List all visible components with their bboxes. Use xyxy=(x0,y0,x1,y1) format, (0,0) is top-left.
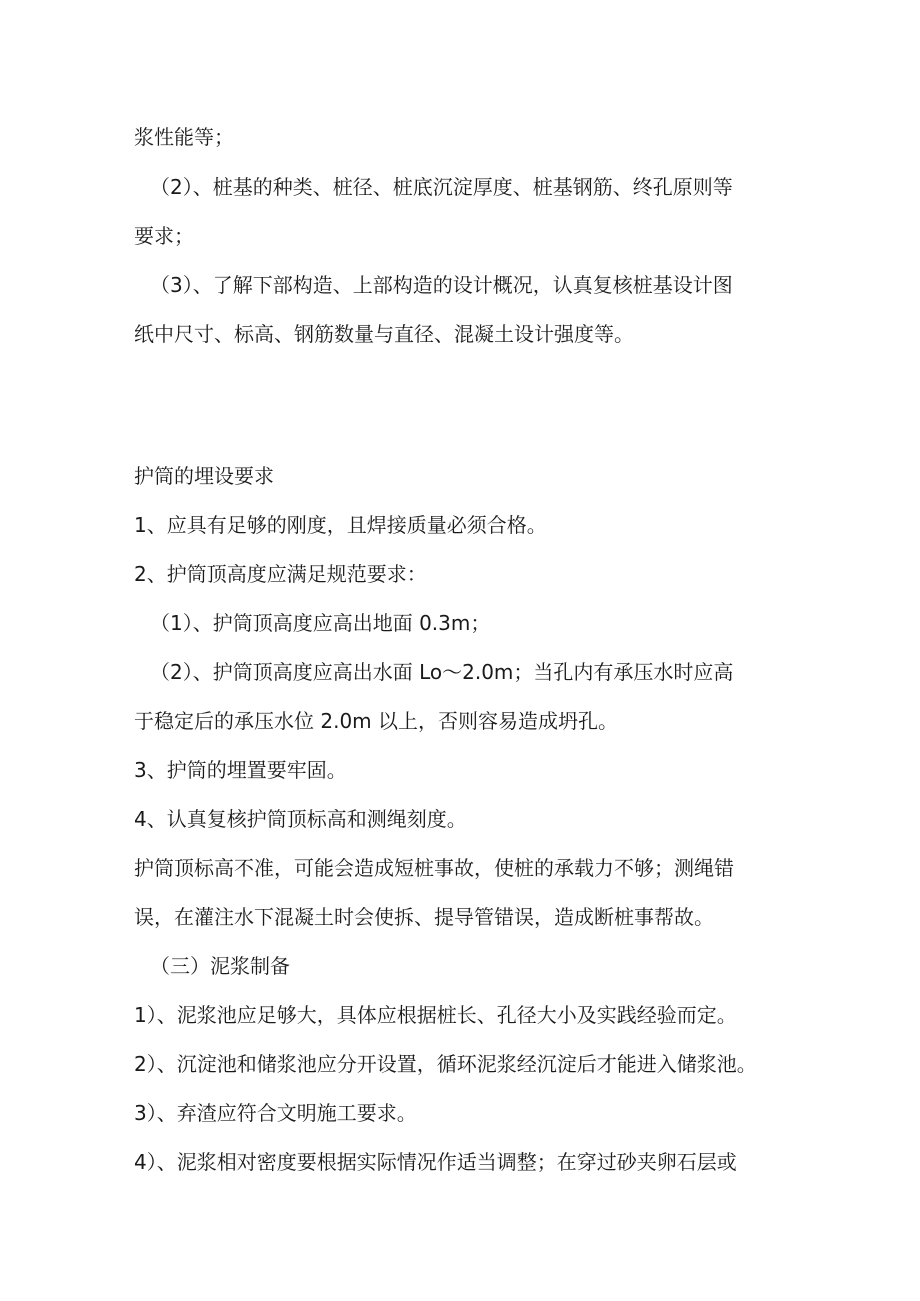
text-line: 护筒顶标高不准，可能会造成短桩事故，使桩的承载力不够；测绳错 xyxy=(134,856,734,880)
text-line: 要求； xyxy=(134,224,194,248)
text-line: 4）、泥浆相对密度要根据实际情况作适当调整；在穿过砂夹卵石层或 xyxy=(134,1150,737,1174)
text-line: 误，在灌注水下混凝土时会使拆、提导管错误，造成断桩事帮故。 xyxy=(134,905,714,929)
section-heading: 护筒的埋设要求 xyxy=(134,464,274,488)
text-line: 1）、泥浆池应足够大，具体应根据桩长、孔径大小及实践经验而定。 xyxy=(134,1003,737,1027)
text-line: 纸中尺寸、标高、钢筋数量与直径、混凝土设计强度等。 xyxy=(134,322,634,346)
text-line: 2、护筒顶高度应满足规范要求： xyxy=(134,562,427,586)
text-line: 1、应具有足够的刚度，且焊接质量必须合格。 xyxy=(134,513,547,537)
text-line: （2）、桩基的种类、桩径、桩底沉淀厚度、桩基钢筋、终孔原则等 xyxy=(150,175,733,199)
text-line: 4、认真复核护筒顶标高和测绳刻度。 xyxy=(134,807,467,831)
text-line: 浆性能等； xyxy=(134,125,234,149)
text-line: 2）、沉淀池和储浆池应分开设置，循环泥浆经沉淀后才能进入储浆池。 xyxy=(134,1052,757,1076)
text-line: 于稳定后的承压水位 2.0m 以上，否则容易造成坍孔。 xyxy=(134,709,619,733)
text-line: 3、护筒的埋置要牢固。 xyxy=(134,758,347,782)
text-line: （3）、了解下部构造、上部构造的设计概况，认真复核桩基设计图 xyxy=(150,273,733,297)
section-heading: （三）泥浆制备 xyxy=(150,954,290,978)
text-line: （2）、护筒顶高度应高出水面 Lo～2.0m；当孔内有承压水时应高 xyxy=(150,660,734,684)
text-line: （1）、护筒顶高度应高出地面 0.3m； xyxy=(150,611,491,635)
text-line: 3）、弃渣应符合文明施工要求。 xyxy=(134,1101,417,1125)
